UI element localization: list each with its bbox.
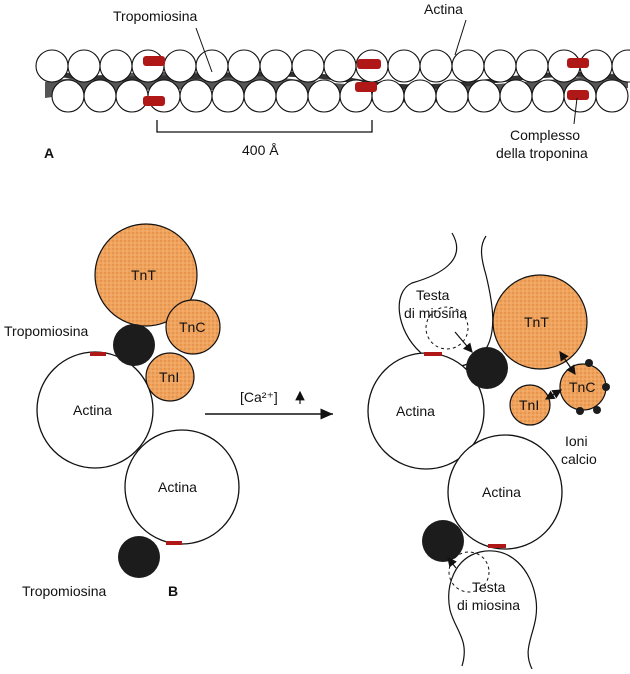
binding-site-mark	[90, 352, 106, 356]
actin-bead	[52, 80, 84, 112]
binding-site-mark	[424, 352, 442, 356]
actin-bead	[468, 80, 500, 112]
calcium-ion	[593, 406, 601, 414]
calcium-ion	[576, 407, 584, 415]
tnt-label-right: TnT	[524, 314, 549, 330]
tropomyosin-label-a: Tropomiosina	[113, 8, 198, 24]
actin-bead	[116, 80, 148, 112]
tropomyosin-dot	[118, 536, 160, 578]
panel-b-right	[368, 233, 610, 669]
actin-bead	[68, 50, 100, 82]
scale-label: 400 Å	[242, 142, 279, 158]
tropomyosin-label-top: Tropomiosina	[4, 323, 89, 339]
myosin-head-top-line2: di miosina	[404, 305, 468, 321]
troponin-complex	[143, 56, 165, 66]
actin-bead	[244, 80, 276, 112]
actin-bead	[84, 80, 116, 112]
actin-label-a: Actina	[424, 1, 463, 17]
panel-b-letter: B	[168, 583, 179, 599]
actin-leader-line	[455, 20, 466, 55]
actin-bead	[532, 80, 564, 112]
actin-label-left-2: Actina	[158, 479, 197, 495]
actin-label-right-1: Actina	[396, 403, 435, 419]
actin-bead	[484, 50, 516, 82]
actin-bead	[516, 50, 548, 82]
actin-bead	[212, 80, 244, 112]
actin-bead	[436, 80, 468, 112]
tni-label-right: TnI	[519, 397, 540, 413]
actin-bead	[36, 50, 68, 82]
myosin-head-top-line1: Testa	[416, 287, 450, 303]
actin-bead	[596, 80, 628, 112]
binding-site-mark	[166, 541, 182, 545]
troponin-label-line2: della troponina	[496, 145, 588, 161]
actin-bead	[228, 50, 260, 82]
actin-bead	[164, 50, 196, 82]
tnt-label-left: TnT	[131, 267, 156, 283]
panel-a	[36, 1, 630, 161]
myosin-head-bottom-line1: Testa	[472, 579, 506, 595]
actin-bead	[292, 50, 324, 82]
calcium-ion	[602, 383, 610, 391]
actin-bead	[420, 50, 452, 82]
tropomyosin-dot	[113, 324, 155, 366]
myosin-head-bottom-line2: di miosina	[457, 597, 521, 613]
troponin-complex	[357, 59, 381, 69]
actin-bead	[452, 50, 484, 82]
troponin-complex	[567, 58, 589, 68]
troponin-complex	[567, 90, 589, 100]
double-arrow-tnc-tni	[546, 390, 561, 399]
binding-site-mark	[488, 544, 506, 548]
actin-bead	[500, 80, 532, 112]
calcium-label-line1: Ioni	[565, 433, 588, 449]
troponin-complex	[143, 96, 165, 106]
panel-b-left	[4, 224, 239, 599]
tropomyosin-dot	[422, 520, 464, 562]
actin-bead	[180, 80, 212, 112]
actin-bead	[196, 50, 228, 82]
tropomyosin-label-bottom: Tropomiosina	[22, 583, 107, 599]
actin-label-right-2: Actina	[482, 484, 521, 500]
actin-bead	[308, 80, 340, 112]
tni-label-left: TnI	[159, 369, 180, 385]
actin-bead	[100, 50, 132, 82]
troponin-complex	[355, 82, 377, 92]
scale-bracket	[157, 120, 372, 132]
calcium-arrow	[205, 389, 333, 414]
actin-bead	[388, 50, 420, 82]
troponin-label-line1: Complesso	[510, 127, 581, 143]
actin-label-left-1: Actina	[73, 402, 112, 418]
calcium-concentration-label: [Ca²⁺]	[240, 389, 278, 405]
actin-bead	[324, 50, 356, 82]
calcium-ion	[585, 359, 593, 367]
actin-bead	[260, 50, 292, 82]
actin-bead	[276, 80, 308, 112]
panel-a-letter: A	[44, 145, 55, 161]
tnc-label-right: TnC	[569, 379, 596, 395]
tnc-label-left: TnC	[179, 319, 206, 335]
movement-arrow	[455, 332, 472, 352]
tropomyosin-dot	[466, 347, 508, 389]
calcium-label-line2: calcio	[561, 451, 597, 467]
actin-bead	[404, 80, 436, 112]
